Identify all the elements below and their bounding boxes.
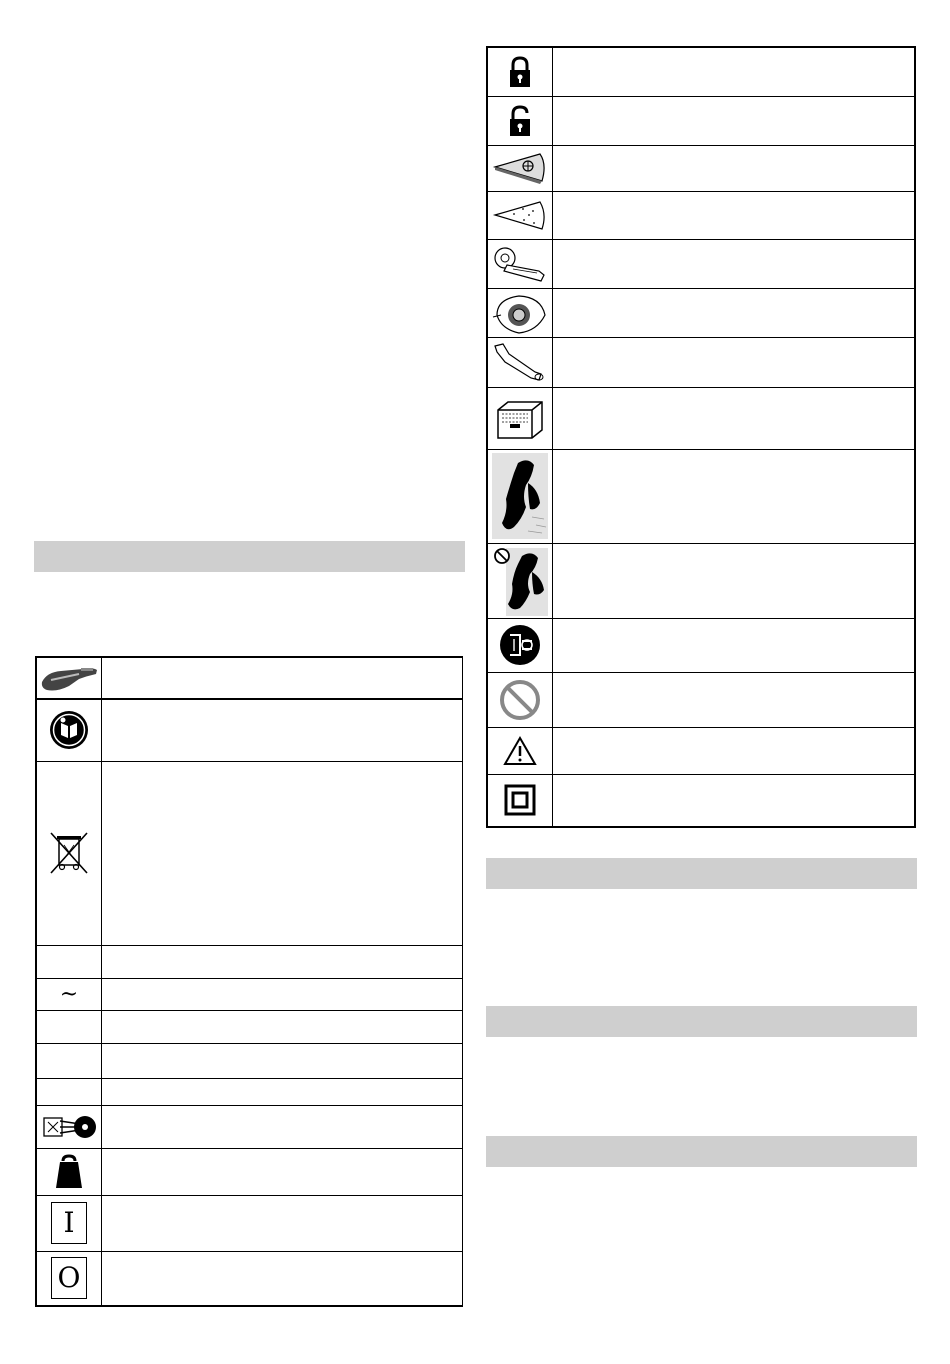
warning-triangle-icon [487, 727, 553, 774]
symbol-row [36, 1010, 463, 1043]
symbol-row [487, 288, 915, 337]
plunge-saw-blade-icon [487, 239, 553, 288]
symbol-row [487, 774, 915, 827]
sanding-pad-icon [487, 145, 553, 191]
segment-saw-blade-icon [487, 288, 553, 337]
symbol-cell [36, 1043, 102, 1078]
weight-icon [36, 1148, 102, 1195]
symbol-row [487, 618, 915, 672]
unplug-before-service-icon [487, 618, 553, 672]
sanding-sheet-icon [487, 191, 553, 239]
symbol-row [487, 191, 915, 239]
symbol-row [487, 387, 915, 449]
carry-case-icon [487, 387, 553, 449]
multi-tool-icon [36, 657, 102, 699]
section-header-band [34, 541, 465, 572]
section-header-band [486, 1006, 917, 1037]
symbol-row [36, 945, 463, 978]
nordic-map-icon [487, 449, 553, 543]
crossed-out-wheelie-bin-icon [36, 761, 102, 945]
alternating-current-icon: ~ [36, 978, 102, 1010]
symbol-cell [36, 945, 102, 978]
double-insulation-icon [487, 774, 553, 827]
scraper-blade-icon [487, 337, 553, 387]
symbol-row [487, 337, 915, 387]
padlock-open-icon [487, 96, 553, 145]
symbol-row [36, 1105, 463, 1148]
right-symbols-table [486, 46, 916, 828]
switch-on-icon: I [36, 1195, 102, 1251]
oscillation-icon [36, 1105, 102, 1148]
symbol-row [487, 672, 915, 727]
padlock-closed-icon [487, 47, 553, 96]
symbol-row [36, 1148, 463, 1195]
symbol-row [36, 761, 463, 945]
symbol-row [36, 699, 463, 761]
symbol-row [487, 239, 915, 288]
symbol-row [36, 1251, 463, 1306]
symbol-row [36, 1195, 463, 1251]
read-manual-icon [36, 699, 102, 761]
symbol-row [487, 727, 915, 774]
symbol-row [36, 1078, 463, 1105]
section-header-band [486, 858, 917, 889]
symbol-row [487, 449, 915, 543]
section-header-band [486, 1136, 917, 1167]
symbol-cell [36, 1078, 102, 1105]
symbol-row [487, 47, 915, 96]
symbol-row [487, 96, 915, 145]
symbol-row [487, 543, 915, 618]
symbol-row [487, 145, 915, 191]
prohibited-icon [487, 672, 553, 727]
symbol-row [36, 1043, 463, 1078]
nordic-map-prohibited-icon [487, 543, 553, 618]
symbol-row [36, 978, 463, 1010]
symbol-row [36, 657, 463, 699]
symbol-cell [36, 1010, 102, 1043]
switch-off-icon: O [36, 1251, 102, 1306]
left-symbols-table [35, 656, 463, 1307]
